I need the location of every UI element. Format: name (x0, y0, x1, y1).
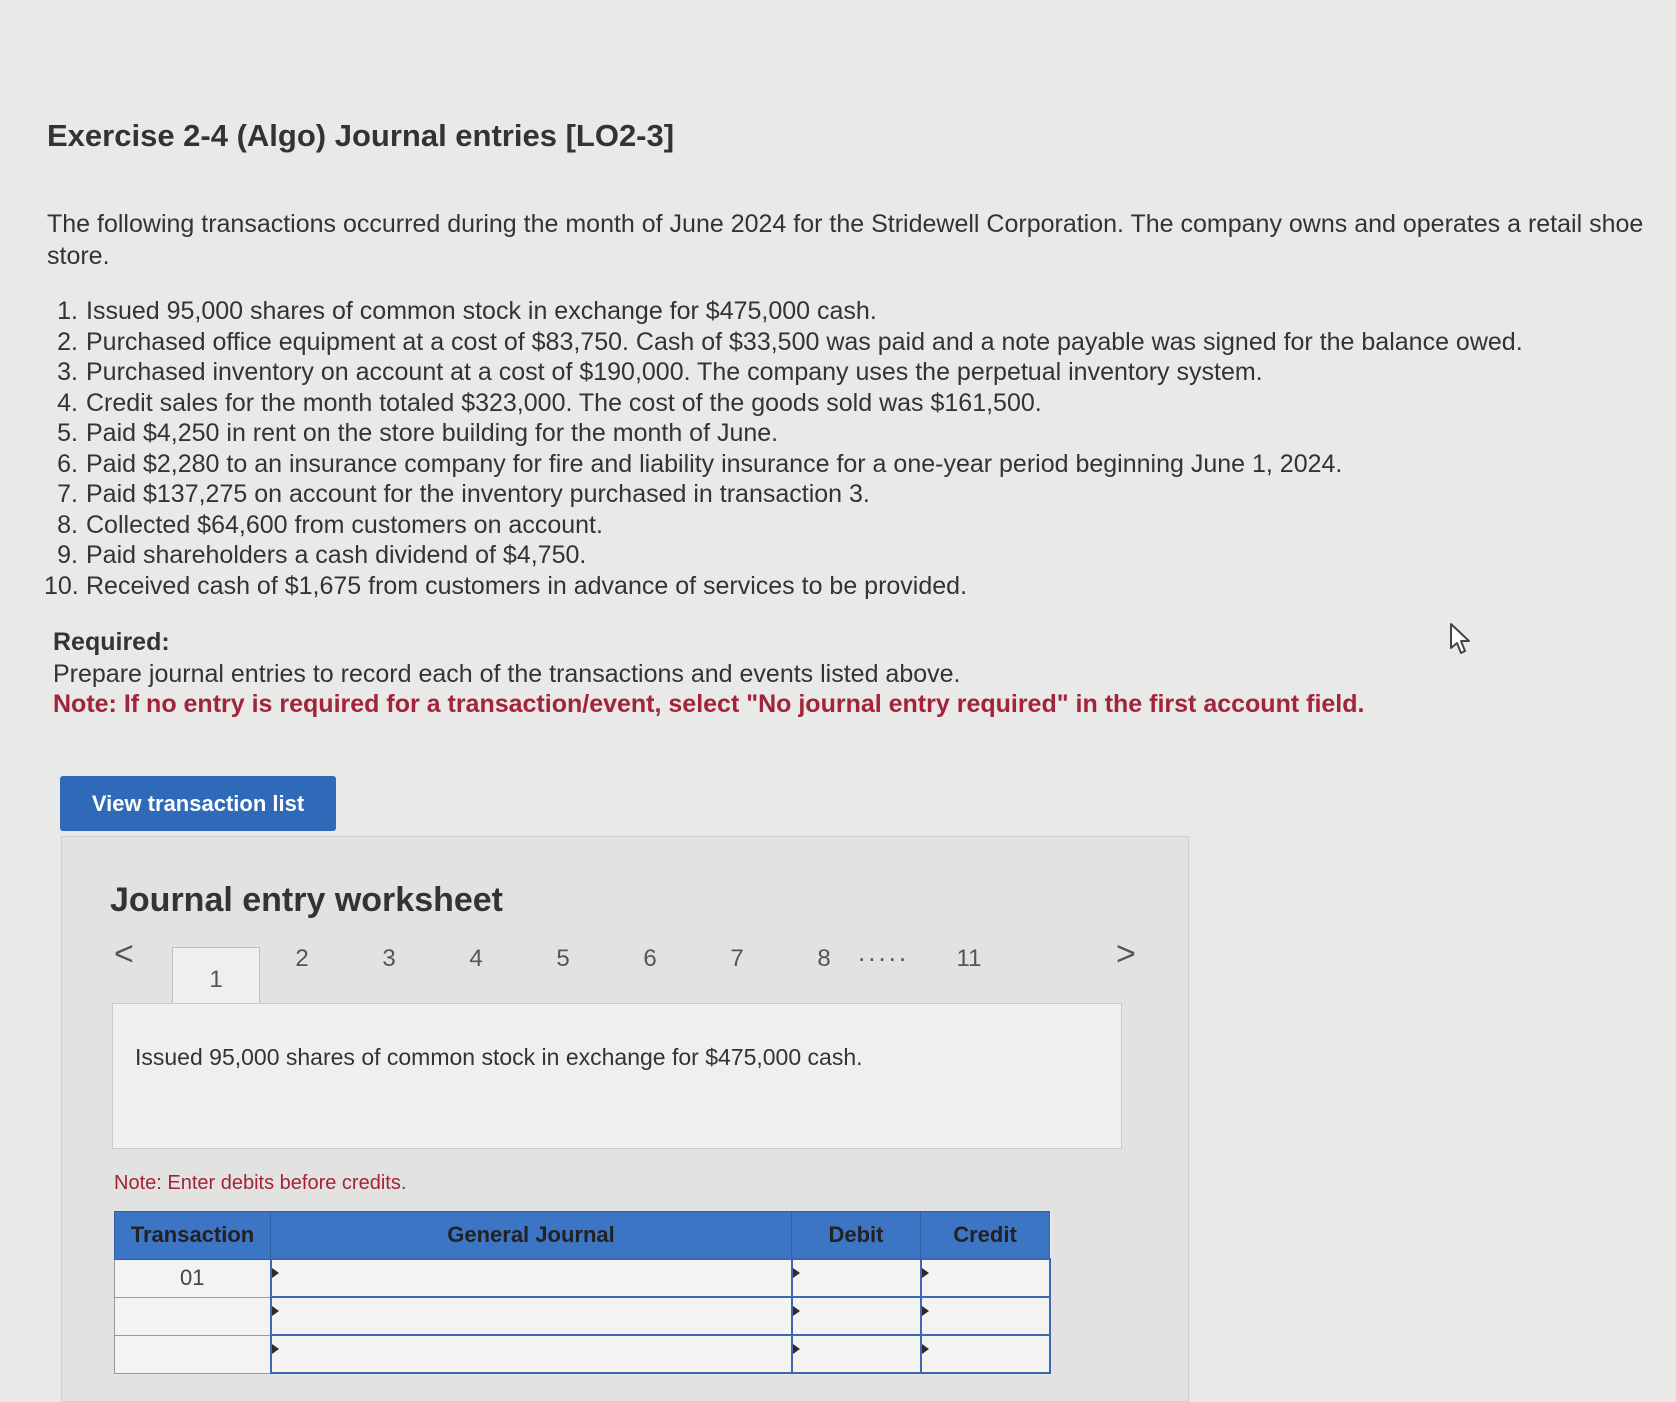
credit-input[interactable] (921, 1259, 1050, 1297)
dropdown-marker-icon (272, 1306, 279, 1316)
chevron-right-icon[interactable]: > (1116, 935, 1136, 973)
list-item (44, 388, 1644, 419)
column-header-transaction: Transaction (115, 1212, 271, 1260)
mouse-pointer-icon (1448, 622, 1476, 656)
column-header-credit: Credit (921, 1212, 1050, 1260)
item-text: Collected $64,600 from customers on account. (86, 510, 603, 539)
list-item (44, 479, 1644, 510)
exercise-intro: The following transactions occurred during the month of June 2024 for the Stridewell Corporation. The company owns and operates a retail shoe store. (47, 210, 1644, 270)
field-marker-icon (922, 1268, 929, 1278)
tab-2[interactable]: 2 (295, 945, 309, 972)
list-item (44, 571, 1644, 602)
item-text: Credit sales for the month totaled $323,000. The cost of the goods sold was $161,500. (86, 388, 1042, 417)
chevron-left-icon[interactable]: < (114, 935, 134, 973)
tab-6[interactable]: 6 (643, 945, 657, 972)
item-number: 6. (57, 449, 78, 478)
transaction-description-box (112, 1003, 1122, 1149)
tab-1[interactable]: 1 (172, 947, 260, 1015)
item-number: 8. (57, 510, 78, 539)
item-number: 7. (57, 480, 78, 508)
item-text: Paid $2,280 to an insurance company for fire and liability insurance for a one-year period beginning June 1, 2024. (86, 449, 1343, 478)
tab-5[interactable]: 5 (556, 945, 570, 972)
column-header-debit: Debit (792, 1212, 921, 1260)
list-item (44, 418, 1644, 449)
tab-11[interactable]: 11 (956, 945, 982, 972)
field-marker-icon (922, 1306, 929, 1316)
table-row (115, 1259, 1050, 1297)
tab-8[interactable]: 8 (817, 945, 831, 972)
item-number: 2. (57, 327, 78, 356)
field-marker-icon (793, 1344, 800, 1354)
account-input[interactable] (271, 1259, 792, 1297)
item-number: 9. (57, 541, 78, 569)
view-transaction-list-button[interactable]: View transaction list (60, 776, 336, 831)
account-input[interactable] (271, 1335, 792, 1373)
tab-7[interactable]: 7 (730, 945, 744, 972)
item-number: 3. (57, 358, 78, 386)
item-text: Received cash of $1,675 from customers in advance of services to be provided. (86, 571, 968, 600)
item-text: Purchased inventory on account at a cost of $190,000. The company uses the perpetual inventory system. (86, 358, 1263, 386)
credit-input[interactable] (921, 1335, 1050, 1373)
item-number: 10. (44, 571, 79, 600)
debit-input[interactable] (792, 1259, 921, 1297)
debits-note: Note: Enter debits before credits. (114, 1172, 407, 1194)
required-note: Note: If no entry is required for a transaction/event, select "No journal entry required" in the first account field. (53, 690, 1365, 718)
dropdown-marker-icon (272, 1344, 279, 1354)
account-input[interactable] (271, 1297, 792, 1335)
tab-ellipsis: ..... (858, 937, 910, 967)
item-text: Paid shareholders a cash dividend of $4,750. (86, 541, 587, 569)
worksheet-title: Journal entry worksheet (110, 881, 504, 919)
transaction-list (44, 296, 1644, 601)
table-row (115, 1335, 1050, 1373)
required-text: Prepare journal entries to record each of the transactions and events listed above. (53, 660, 961, 688)
required-label: Required: (53, 628, 170, 656)
item-text: Paid $137,275 on account for the inventory purchased in transaction 3. (86, 480, 870, 508)
item-number: 4. (57, 388, 78, 417)
field-marker-icon (793, 1306, 800, 1316)
general-journal-table (114, 1211, 1051, 1374)
table-row (115, 1297, 1050, 1335)
transaction-cell (115, 1335, 271, 1373)
item-number: 5. (57, 419, 78, 447)
item-number: 1. (57, 297, 78, 325)
item-text: Issued 95,000 shares of common stock in exchange for $475,000 cash. (86, 297, 877, 325)
list-item (44, 357, 1644, 388)
column-header-general-journal: General Journal (271, 1212, 792, 1260)
journal-entry-worksheet (61, 836, 1189, 1402)
list-item (44, 449, 1644, 480)
field-marker-icon (793, 1268, 800, 1278)
tab-4[interactable]: 4 (469, 945, 483, 972)
item-text: Purchased office equipment at a cost of $83,750. Cash of $33,500 was paid and a note payable was signed for the balance owed. (86, 327, 1523, 356)
list-item (44, 540, 1644, 571)
transaction-cell (115, 1297, 271, 1335)
transaction-cell: 01 (115, 1259, 271, 1297)
exercise-title: Exercise 2-4 (Algo) Journal entries [LO2-3] (47, 118, 675, 153)
list-item (44, 510, 1644, 541)
list-item (44, 296, 1644, 327)
debit-input[interactable] (792, 1335, 921, 1373)
debit-input[interactable] (792, 1297, 921, 1335)
list-item (44, 327, 1644, 358)
transaction-description: Issued 95,000 shares of common stock in exchange for $475,000 cash. (135, 1044, 863, 1070)
table-header-row (115, 1212, 1050, 1260)
credit-input[interactable] (921, 1297, 1050, 1335)
dropdown-marker-icon (272, 1268, 279, 1278)
field-marker-icon (922, 1344, 929, 1354)
item-text: Paid $4,250 in rent on the store building for the month of June. (86, 419, 779, 447)
tab-3[interactable]: 3 (382, 945, 396, 972)
